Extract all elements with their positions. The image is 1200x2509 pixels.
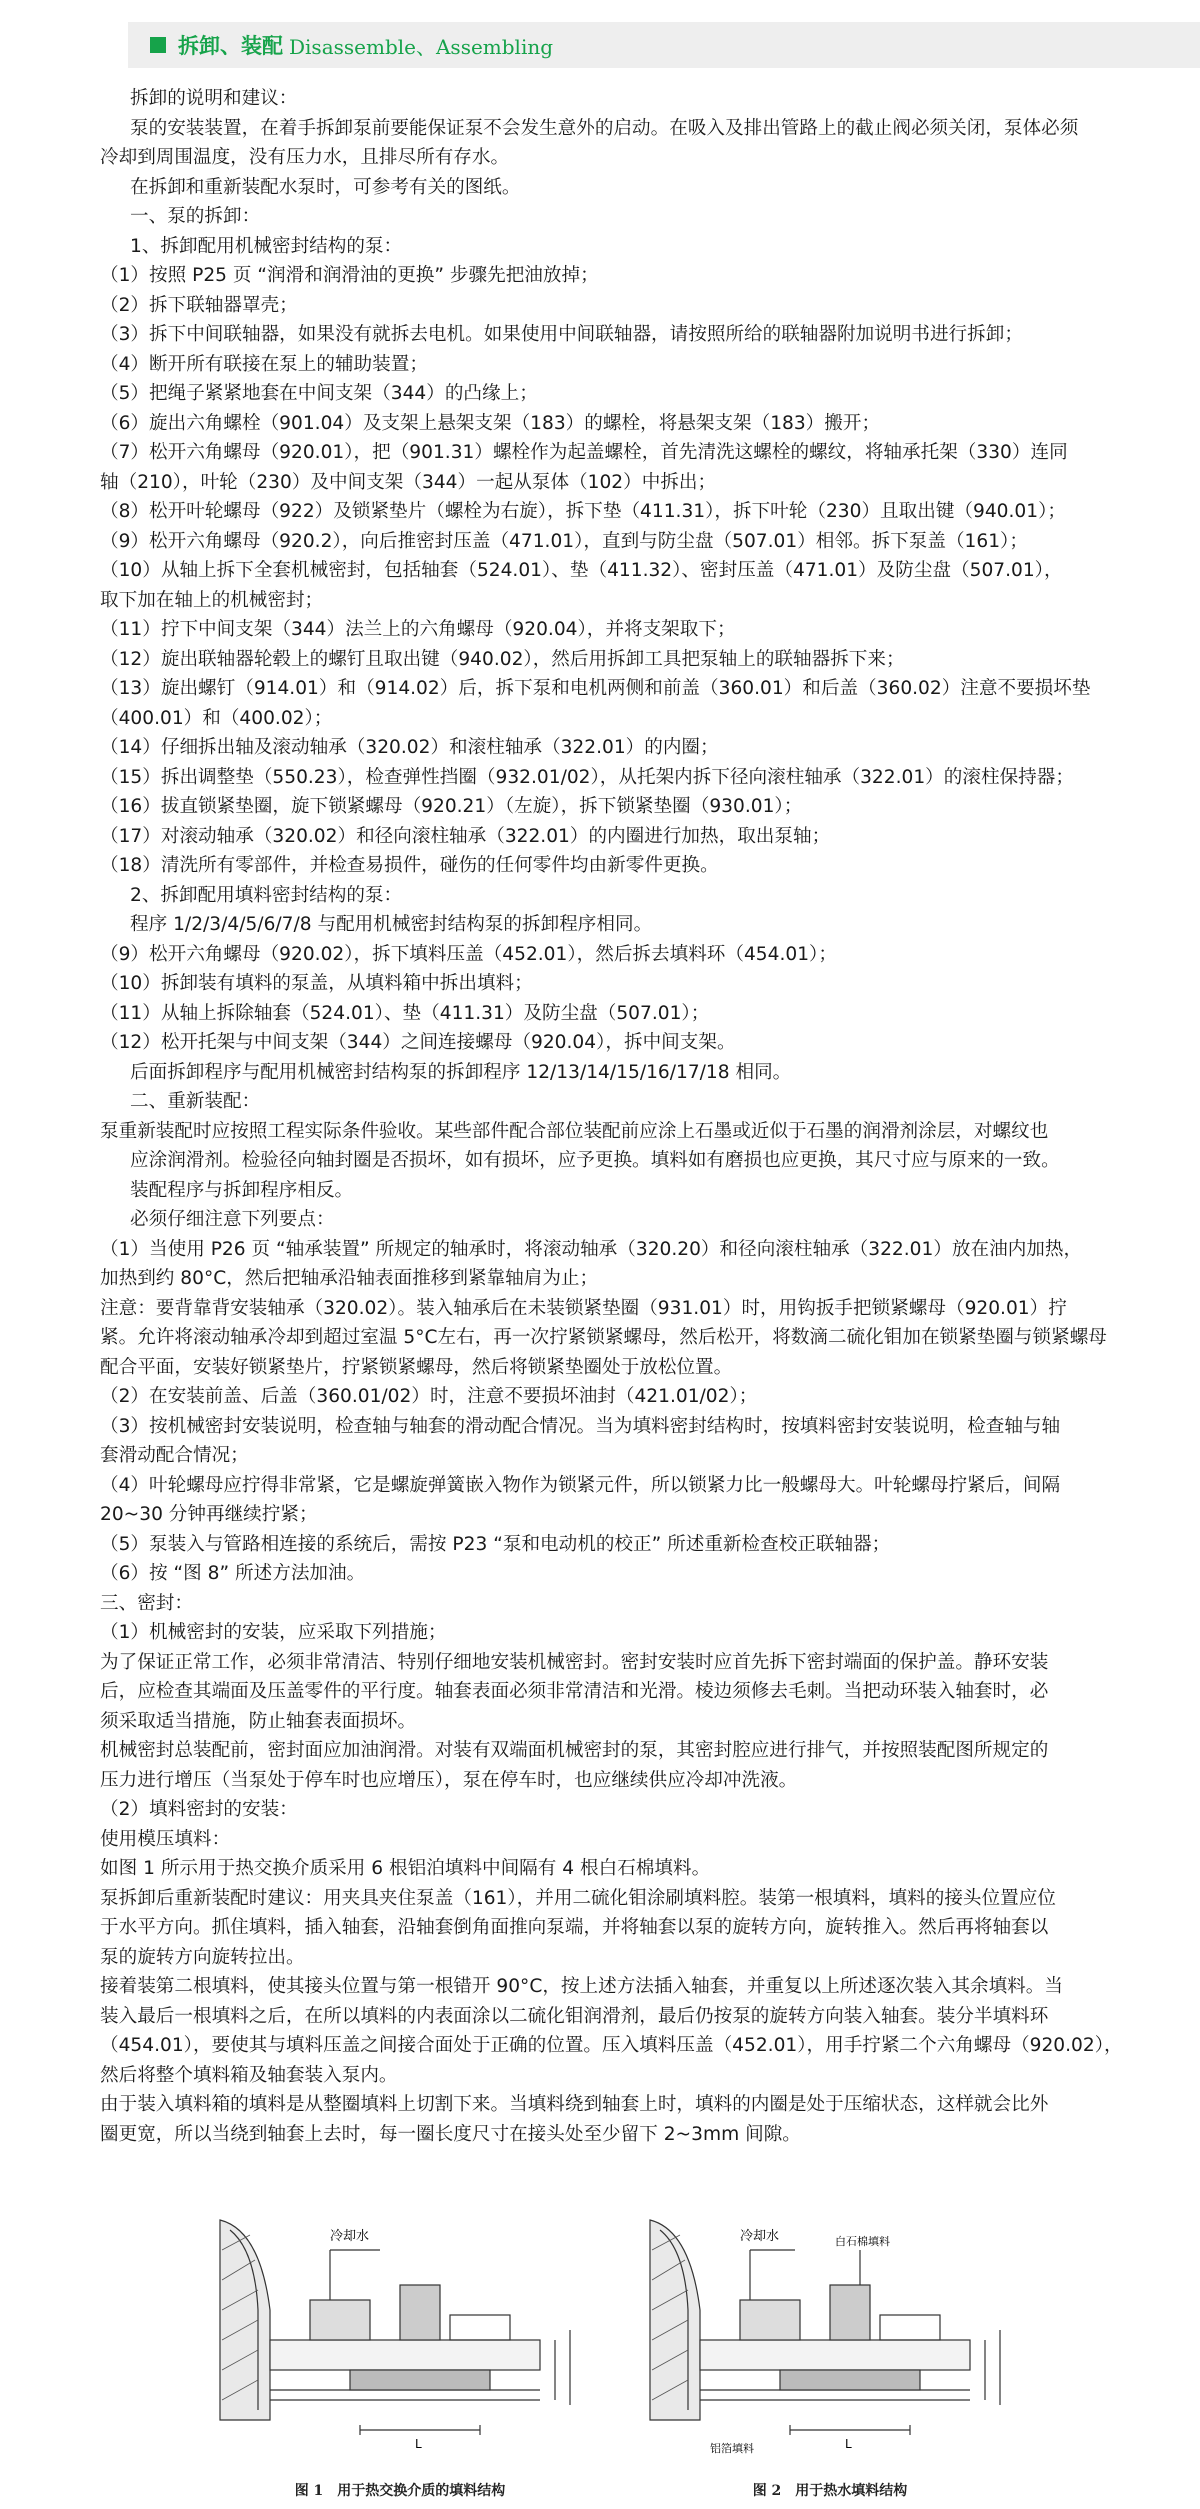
text-line: （14）仔细拆出轴及滚动轴承（320.02）和滚柱轴承（322.01）的内圈；: [100, 737, 719, 758]
figure-2-caption: 图 2 用于热水填料结构: [752, 2483, 908, 2499]
text-line: （6）旋出六角螺栓（901.04）及支架上悬架支架（183）的螺栓，将悬架支架（183）搬开；: [100, 412, 881, 434]
text-line: （1）机械密封的安装，应采取下列措施；: [100, 1622, 447, 1643]
text-line: 如图 1 所示用于热交换介质采用 6 根铝泊填料中间隔有 4 根白石棉填料。: [100, 1858, 711, 1879]
text-line: 装配程序与拆卸程序相反。: [130, 1179, 354, 1201]
text-line: 拆卸的说明和建议：: [130, 88, 298, 109]
text-line: 20~30 分钟再继续拧紧；: [100, 1504, 318, 1525]
figure-2-label-alu: 铝箔填料: [710, 2442, 754, 2455]
text-line: （8）松开叶轮螺母（922）及锁紧垫片（螺栓为右旋），拆下垫（411.31），拆下叶轮（230）且取出键（940.01）；: [100, 501, 1066, 522]
text-line: 加热到约 80°C，然后把轴承沿轴表面推移到紧靠轴肩为止；: [100, 1268, 599, 1289]
text-line: 二、重新装配：: [130, 1091, 261, 1112]
text-line: 为了保证正常工作，必须非常清洁、特别仔细地安装机械密封。密封安装时应首先拆下密封端面的保护盖。静环安装: [100, 1651, 1049, 1673]
text-line: 然后将整个填料箱及轴套装入泵内。: [100, 2064, 398, 2086]
text-line: 程序 1/2/3/4/5/6/7/8 与配用机械密封结构泵的拆卸程序相同。: [130, 914, 653, 935]
text-line: 泵重新装配时应按照工程实际条件验收。某些部件配合部位装配前应涂上石墨或近似于石墨的润滑剂涂层，对螺纹也: [100, 1120, 1049, 1142]
figures: [200, 2190, 1100, 2500]
text-line: 于水平方向。抓住填料，插入轴套，沿轴套倒角面推向泵端，并将轴套以泵的旋转方向，旋转推入。然后再将轴套以: [100, 1917, 1049, 1938]
text-line: （13）旋出螺钉（914.01）和（914.02）后，拆下泵和电机两侧和前盖（360.01）和后盖（360.02）注意不要损坏垫: [100, 678, 1091, 699]
section-header: [128, 22, 1200, 68]
text-line: 泵拆卸后重新装配时建议：用夹具夹住泵盖（161），并用二硫化钼涂刷填料腔。装第一根填料，填料的接头位置应位: [100, 1887, 1056, 1909]
text-line: （10）拆卸装有填料的泵盖，从填料箱中拆出填料；: [100, 973, 533, 994]
text-line: （2）填料密封的安装：: [100, 1799, 298, 1820]
text-line: （3）拆下中间联轴器，如果没有就拆去电机。如果使用中间联轴器，请按照所给的联轴器附加说明书进行拆卸；: [100, 324, 1023, 345]
text-line: （2）在安装前盖、后盖（360.01/02）时，注意不要损坏油封（421.01/02）；: [100, 1386, 758, 1407]
text-line: （5）把绳子紧紧地套在中间支架（344）的凸缘上；: [100, 383, 538, 404]
text-line: 泵的安装装置，在着手拆卸泵前要能保证泵不会发生意外的启动。在吸入及排出管路上的截止阀必须关闭，泵体必须: [130, 117, 1079, 139]
text-line: 应涂润滑剂。检验径向轴封圈是否损坏，如有损坏，应予更换。填料如有磨损也应更换，其尺寸应与原来的一致。: [130, 1150, 1060, 1171]
text-line: 在拆卸和重新装配水泵时，可参考有关的图纸。: [130, 176, 521, 198]
text-line: （9）松开六角螺母（920.2），向后推密封压盖（471.01），直到与防尘盘（507.01）相邻。拆下泵盖（161）；: [100, 530, 1028, 552]
text-line: 后，应检查其端面及压盖零件的平行度。轴套表面必须非常清洁和光滑。棱边须修去毛刺。当把动环装入轴套时，必: [100, 1681, 1049, 1702]
text-line: 压力进行增压（当泵处于停车时也应增压），泵在停车时，也应继续供应冷却冲洗液。: [100, 1769, 798, 1791]
text-line: （10）从轴上拆下全套机械密封，包括轴套（524.01）、垫（411.32）、密封压盖（471.01）及防尘盘（507.01），: [100, 560, 1063, 581]
text-line: 圈更宽，所以当绕到轴套上去时，每一圈长度尺寸在接头处至少留下 2~3mm 间隙。: [100, 2123, 801, 2145]
text-line: 配合平面，安装好锁紧垫片，拧紧锁紧螺母，然后将锁紧垫圈处于放松位置。: [100, 1356, 733, 1378]
text-line: （9）松开六角螺母（920.02），拆下填料压盖（452.01），然后拆去填料环（454.01）；: [100, 943, 837, 965]
figure-1-drawing: [200, 2190, 600, 2460]
text-line: 一、泵的拆卸：: [130, 206, 261, 227]
text-line: 取下加在轴上的机械密封；: [100, 589, 324, 611]
green-square-icon: [150, 37, 166, 53]
figure-1: [200, 2190, 600, 2500]
figure-1-caption: 图 1 用于热交换介质的填料结构: [294, 2483, 506, 2499]
text-line: 冷却到周围温度，没有压力水，且排尽所有存水。: [100, 147, 510, 168]
text-line: （11）从轴上拆除轴套（524.01）、垫（411.31）及防尘盘（507.01）；: [100, 1002, 710, 1024]
text-line: 装入最后一根填料之后，在所以填料的内表面涂以二硫化钼润滑剂，最后仍按泵的旋转方向装入轴套。装分半填料环: [100, 2005, 1049, 2027]
text-line: （1）按照 P25 页 “润滑和润滑油的更换” 步骤先把油放掉；: [100, 265, 599, 286]
text-line: 紧。允许将滚动轴承冷却到超过室温 5°C左右，再一次拧紧锁紧螺母，然后松开，将数滴二硫化钼加在锁紧垫圈与锁紧螺母: [100, 1327, 1107, 1348]
text-line: （4）叶轮螺母应拧得非常紧，它是螺旋弹簧嵌入物作为锁紧元件，所以锁紧力比一般螺母大。叶轮螺母拧紧后，间隔: [100, 1474, 1061, 1496]
text-line: （5）泵装入与管路相连接的系统后，需按 P23 “泵和电动机的校正” 所述重新检查校正联轴器；: [100, 1533, 891, 1555]
text-line: 三、密封：: [100, 1592, 193, 1614]
figure-2-drawing: [630, 2190, 1030, 2460]
text-line: （1）当使用 P26 页 “轴承装置” 所规定的轴承时，将滚动轴承（320.20）和径向滚柱轴承（322.01）放在油内加热，: [100, 1238, 1083, 1260]
text-line: （7）松开六角螺母（920.01），把（901.31）螺栓作为起盖螺栓，首先清洗这螺栓的螺纹，将轴承托架（330）连同: [100, 442, 1068, 463]
text-line: 泵的旋转方向旋转拉出。: [100, 1946, 305, 1968]
text-line: 由于装入填料箱的填料是从整圈填料上切割下来。当填料绕到轴套上时，填料的内圈是处于压缩状态，这样就会比外: [100, 2094, 1049, 2115]
text-line: 必须仔细注意下列要点：: [130, 1209, 335, 1230]
text-line: 2、拆卸配用填料密封结构的泵：: [130, 884, 403, 906]
text-line: （15）拆出调整垫（550.23），检查弹性挡圈（932.01/02），从托架内拆下径向滚柱轴承（322.01）的滚柱保持器；: [100, 766, 1074, 788]
text-line: 注意：要背靠背安装轴承（320.02）。装入轴承后在未装锁紧垫圈（931.01）时，用钩扳手把锁紧螺母（920.01）拧: [100, 1297, 1067, 1319]
text-line: （18）清洗所有零部件，并检查易损件，碰伤的任何零件均由新零件更换。: [100, 855, 719, 876]
text-line: （2）拆下联轴器罩壳；: [100, 294, 298, 316]
text-line: （12）旋出联轴器轮毂上的螺钉且取出键（940.02），然后用拆卸工具把泵轴上的联轴器拆下来；: [100, 648, 905, 670]
figure-2: [630, 2190, 1030, 2500]
text-line: 使用模压填料：: [100, 1828, 231, 1850]
text-line: （11）拧下中间支架（344）法兰上的六角螺母（920.04），并将支架取下；: [100, 619, 736, 640]
figure-1-label-cooling: 冷却水: [330, 2229, 370, 2244]
text-line: （454.01），要使其与填料压盖之间接合面处于正确的位置。压入填料压盖（452.01），用手拧紧二个六角螺母（920.02），: [100, 2035, 1123, 2056]
svg-text:L: L: [415, 2437, 422, 2451]
body-text: [100, 84, 1145, 2149]
text-line: （4）断开所有联接在泵上的辅助装置；: [100, 353, 428, 375]
text-line: （17）对滚动轴承（320.02）和径向滚柱轴承（322.01）的内圈进行加热，取出泵轴；: [100, 825, 831, 847]
text-line: 须采取适当措施，防止轴套表面损坏。: [100, 1710, 417, 1732]
text-line: （400.01）和（400.02）；: [100, 707, 333, 729]
text-line: （6）按 “图 8” 所述方法加油。: [100, 1563, 366, 1584]
text-line: 接着装第二根填料，使其接头位置与第一根错开 90°C，按上述方法插入轴套，并重复以上所述逐次装入其余填料。当: [100, 1976, 1063, 1997]
text-line: 后面拆卸程序与配用机械密封结构泵的拆卸程序 12/13/14/15/16/17/18 相同。: [130, 1061, 792, 1083]
svg-text:L: L: [845, 2437, 852, 2451]
section-title-en: Disassemble、Assembling: [289, 34, 554, 59]
text-line: （12）松开托架与中间支架（344）之间连接螺母（920.04），拆中间支架。: [100, 1032, 736, 1053]
section-title-zh: 拆卸、装配: [178, 34, 283, 58]
text-line: （3）按机械密封安装说明，检查轴与轴套的滑动配合情况。当为填料密封结构时，按填料密封安装说明，检查轴与轴: [100, 1415, 1061, 1437]
text-line: （16）拔直锁紧垫圈，旋下锁紧螺母（920.21）（左旋），拆下锁紧垫圈（930.01）；: [100, 796, 803, 817]
figure-2-label-white: 白石棉填料: [835, 2235, 890, 2248]
text-line: 1、拆卸配用机械密封结构的泵：: [130, 235, 403, 257]
text-line: 轴（210），叶轮（230）及中间支架（344）一起从泵体（102）中拆出；: [100, 471, 717, 493]
text-line: 套滑动配合情况；: [100, 1445, 249, 1466]
figure-2-label-cooling: 冷却水: [740, 2229, 780, 2244]
text-line: 机械密封总装配前，密封面应加油润滑。对装有双端面机械密封的泵，其密封腔应进行排气，并按照装配图所规定的: [100, 1740, 1049, 1761]
